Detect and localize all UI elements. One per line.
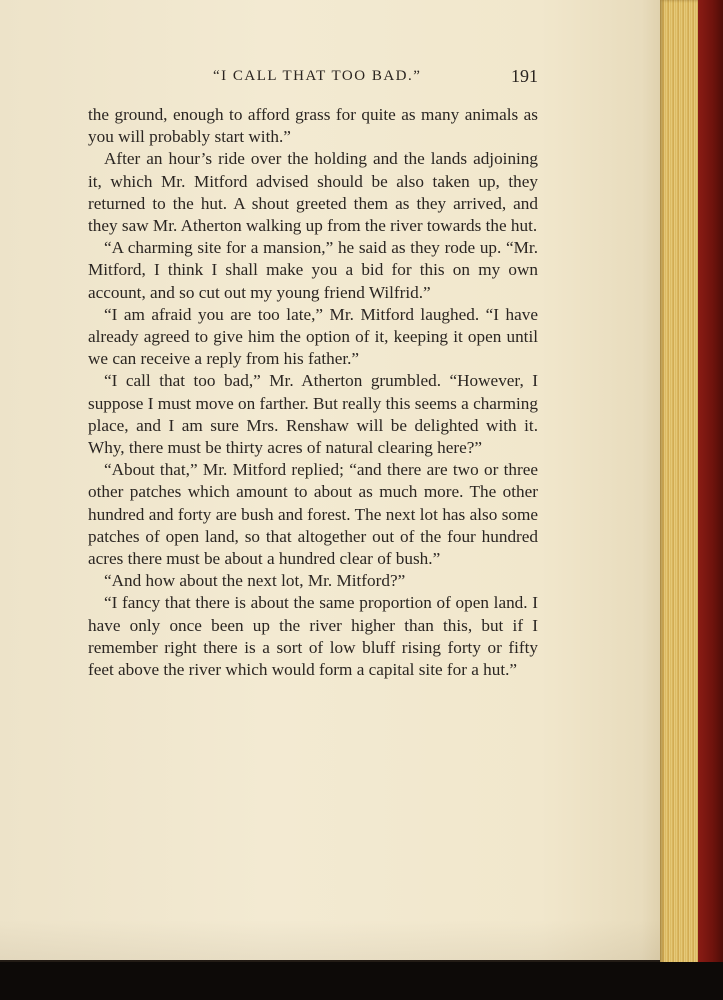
body-text bbox=[88, 104, 538, 681]
scan-bottom-border bbox=[0, 962, 723, 1000]
paragraph: the ground, enough to afford grass for quite as many animals as you will probably start with.” bbox=[88, 105, 538, 147]
paragraph: “I call that too bad,” Mr. Atherton grumbled. “However, I suppose I must move on farther. But really this seems a charming place, and I am sure Mrs. Renshaw will be delighted with it. Why, there must be thirty acres of natural clearing here?” bbox=[88, 371, 538, 458]
running-title: “I CALL THAT TOO BAD.” bbox=[213, 68, 422, 84]
paragraph: “About that,” Mr. Mitford replied; “and there are two or three other patches which amount to about as much more. The other hundred and forty are bush and forest. The next lot has also some patches of open land, so that altogether out of the four hundred acres there must be about a hundred clear of bush.” bbox=[88, 460, 538, 569]
paragraph: “I fancy that there is about the same proportion of open land. I have only once been up the river higher than this, but if I remember right there is a sort of low bluff rising forty or fifty feet above the river which would form a capital site for a hut.” bbox=[88, 593, 538, 680]
book-cover-edge bbox=[698, 0, 723, 1000]
paragraph: “A charming site for a mansion,” he said as they rode up. “Mr. Mitford, I think I shall make you a bid for this on my own account, and so cut out my young friend Wilfrid.” bbox=[88, 238, 538, 302]
running-header bbox=[88, 66, 538, 94]
paragraph: “I am afraid you are too late,” Mr. Mitford laughed. “I have already agreed to give him the option of it, keeping it open until we can receive a reply from his father.” bbox=[88, 304, 538, 369]
page-number: 191 bbox=[511, 66, 538, 86]
gilt-page-edges bbox=[660, 0, 698, 965]
paragraph: “And how about the next lot, Mr. Mitford?” bbox=[104, 571, 406, 591]
paragraph: After an hour’s ride over the holding and the lands adjoining it, which Mr. Mitford advised should be also taken up, they returned to the hut. A shout greeted them as they arrived, and they saw Mr. Atherton walking up from the river towards the hut. bbox=[88, 149, 538, 236]
